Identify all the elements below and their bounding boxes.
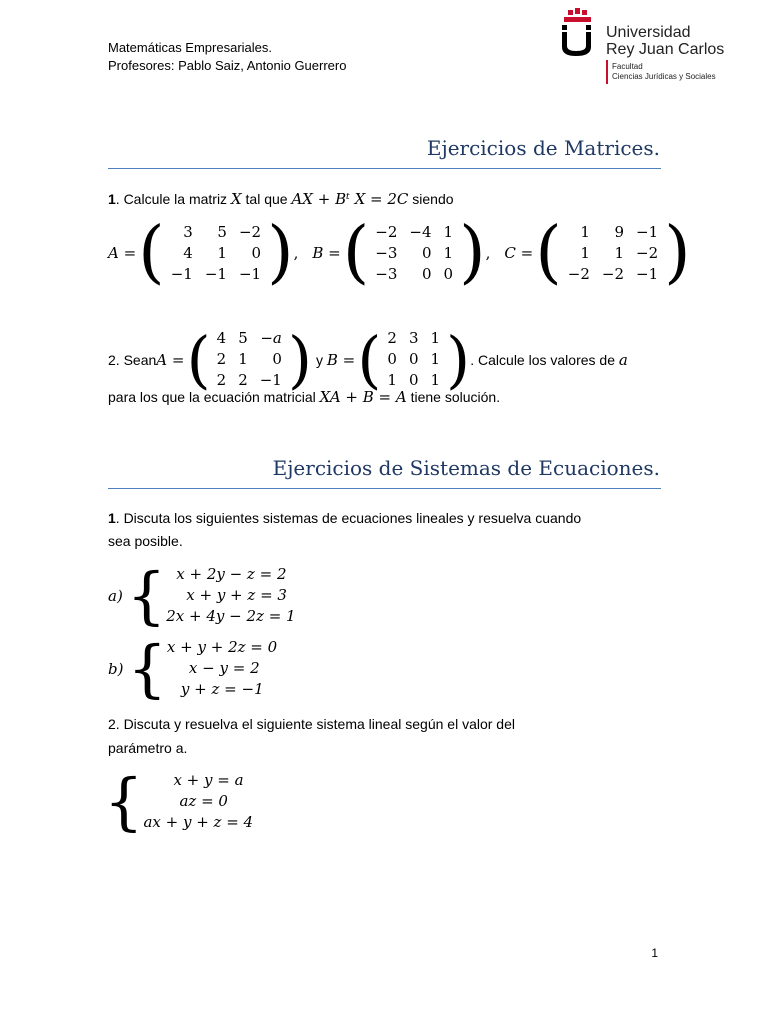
left-paren: ( bbox=[535, 213, 562, 292]
matrix-C-label: C = bbox=[504, 244, 534, 262]
crown-u-icon bbox=[558, 8, 598, 58]
system-a-equations bbox=[166, 564, 295, 627]
equation: ax + y + z = 4 bbox=[143, 813, 254, 831]
statement-text: 2. Sean bbox=[108, 351, 157, 368]
equation: x + 2y − z = 2 bbox=[176, 565, 287, 583]
right-paren: ) bbox=[267, 213, 294, 292]
course-title: Matemáticas Empresariales. bbox=[108, 40, 272, 55]
matrix-B: −2 −4 1 −3 0 1 −3 0 0 bbox=[375, 222, 454, 283]
systems-section-title: Ejercicios de Sistemas de Ecuaciones. bbox=[272, 456, 660, 480]
left-brace: { bbox=[126, 558, 167, 632]
equation: x + y = a bbox=[173, 771, 244, 789]
system-parametric-equations bbox=[143, 770, 253, 833]
equation: x + y + z = 3 bbox=[186, 586, 287, 604]
statement-text: para los que la ecuación matricial bbox=[108, 389, 320, 405]
comma: , bbox=[293, 244, 299, 262]
matrix-exercise-2-line2 bbox=[108, 388, 500, 406]
system-b bbox=[108, 631, 278, 705]
right-paren: ) bbox=[459, 213, 486, 292]
equation: 2x + 4y − 2z = 1 bbox=[166, 607, 296, 625]
section-rule-1 bbox=[108, 168, 661, 169]
matrices-section-title: Ejercicios de Matrices. bbox=[426, 136, 660, 160]
right-paren: ) bbox=[446, 322, 471, 396]
system-exercise-2-line1: 2. Discuta y resuelva el siguiente sistema lineal según el valor del bbox=[108, 716, 515, 732]
math-var: a bbox=[618, 350, 628, 369]
page-number: 1 bbox=[651, 946, 658, 960]
faculty-bar bbox=[606, 60, 608, 84]
section-rule-2 bbox=[108, 488, 661, 489]
left-paren: ( bbox=[342, 213, 370, 292]
matrix-exercise-1-statement bbox=[108, 190, 454, 208]
system-a-label: a) bbox=[108, 586, 123, 605]
comma: , bbox=[485, 244, 491, 262]
matrix-B-label: B = bbox=[312, 244, 341, 262]
matrix-A2: 4 5 −a 2 1 0 2 2 −1 bbox=[216, 329, 282, 389]
equation: x − y = 2 bbox=[188, 659, 260, 677]
math-equation: XA + B = A bbox=[319, 388, 407, 406]
system-b-equations bbox=[167, 637, 277, 700]
matrix-A-label: A = bbox=[108, 244, 137, 262]
math-var: X bbox=[230, 190, 242, 208]
system-exercise-1-line2: sea posible. bbox=[108, 533, 183, 549]
matrix-A-label: A = bbox=[156, 350, 185, 369]
exercise-number: 1 bbox=[108, 191, 116, 207]
matrix-C: 1 9 −1 1 1 −2 −2 −2 −1 bbox=[567, 222, 659, 283]
system-exercise-2-line2: parámetro a. bbox=[108, 740, 188, 756]
matrix-B2: 2 3 1 0 0 1 1 0 1 bbox=[387, 329, 441, 389]
matrix-A: 3 5 −2 4 1 0 −1 −1 −1 bbox=[170, 222, 262, 283]
system-b-label: b) bbox=[108, 659, 124, 678]
system-parametric bbox=[104, 764, 254, 838]
math-equation: AX + Bᵗ X = 2C bbox=[291, 190, 409, 208]
left-paren: ( bbox=[357, 322, 382, 396]
statement-text: y bbox=[312, 351, 327, 368]
statement-text: siendo bbox=[408, 191, 454, 207]
equation: x + y + 2z = 0 bbox=[166, 638, 278, 656]
matrices-row bbox=[108, 213, 691, 292]
faculty-line-1: Facultad bbox=[612, 62, 643, 71]
left-brace: { bbox=[104, 764, 144, 838]
matrix-B-label: B = bbox=[326, 350, 356, 369]
exercise-number: 1 bbox=[108, 510, 116, 526]
left-brace: { bbox=[127, 631, 167, 705]
system-exercise-1-line1 bbox=[108, 509, 581, 527]
university-name-1: Universidad bbox=[606, 24, 691, 41]
system-a bbox=[108, 558, 296, 632]
university-logo bbox=[558, 8, 738, 84]
left-paren: ( bbox=[138, 213, 165, 292]
equation: y + z = −1 bbox=[180, 680, 264, 698]
statement-text: . Calcule los valores de bbox=[470, 351, 619, 368]
faculty-line-2: Ciencias Jurídicas y Sociales bbox=[612, 72, 716, 81]
left-paren: ( bbox=[186, 322, 211, 396]
statement-text: . Calcule la matriz bbox=[115, 191, 231, 207]
right-paren: ) bbox=[664, 213, 691, 292]
equation: az = 0 bbox=[179, 792, 228, 810]
professors-line: Profesores: Pablo Saiz, Antonio Guerrero bbox=[108, 58, 347, 73]
university-name-2: Rey Juan Carlos bbox=[606, 41, 725, 58]
statement-text: tal que bbox=[241, 191, 292, 207]
right-paren: ) bbox=[287, 322, 313, 396]
statement-text: . Discuta los siguientes sistemas de ecuaciones lineales y resuelva cuando bbox=[115, 510, 582, 526]
statement-text: tiene solución. bbox=[406, 389, 501, 405]
matrix-exercise-2-statement bbox=[108, 322, 628, 396]
